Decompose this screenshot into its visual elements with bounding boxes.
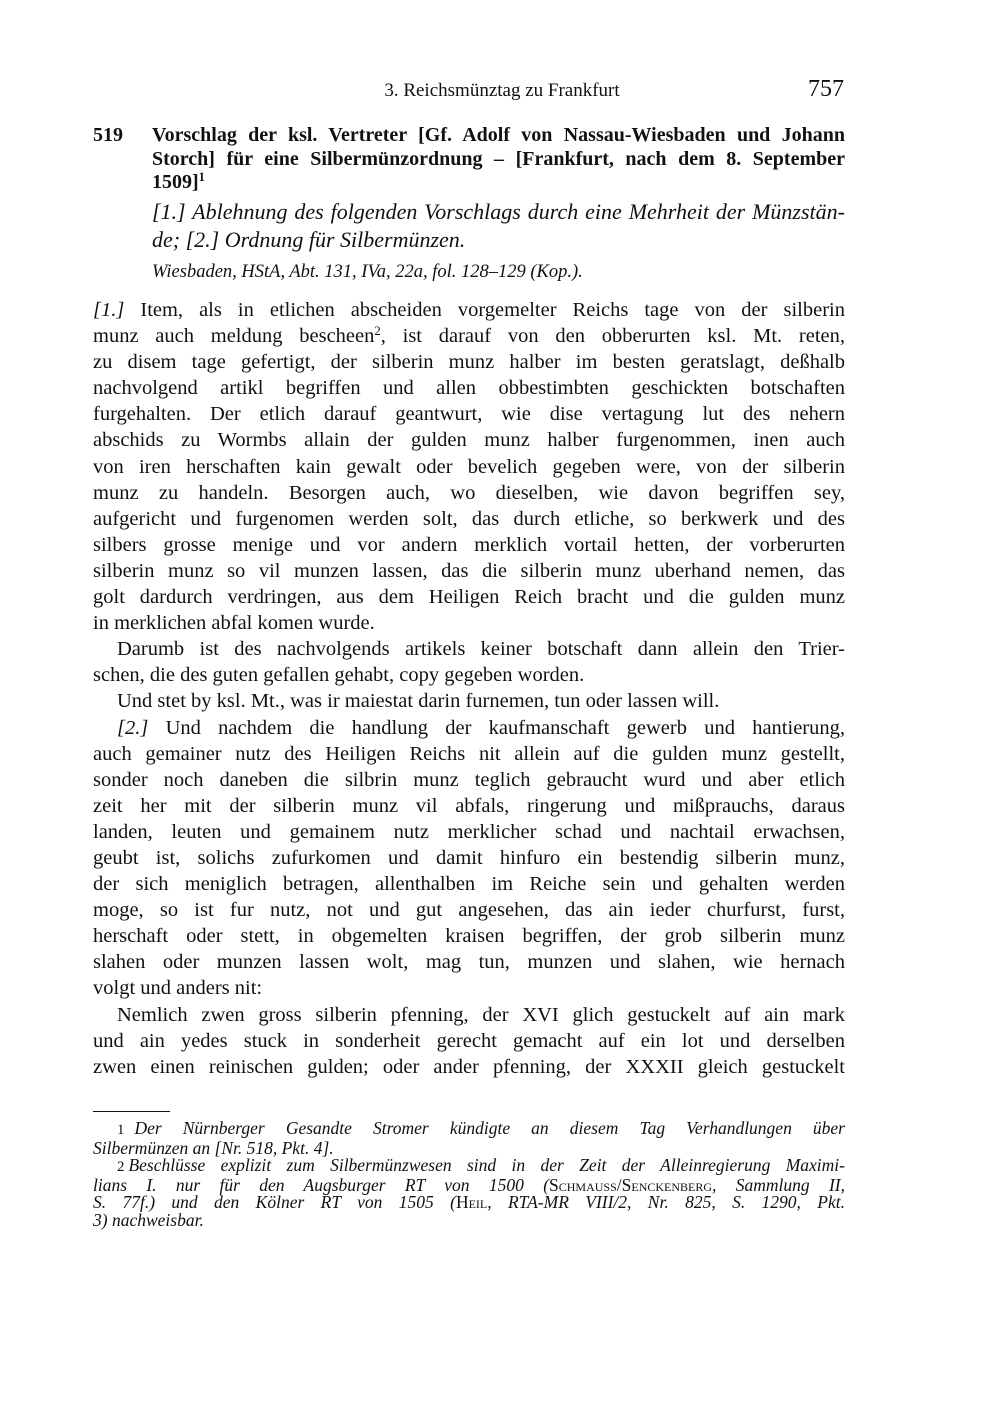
text-run: schen, die des guten gefallen gehabt, copy gegeben worden. [93,664,585,687]
body-line [93,871,845,897]
body-line [93,897,845,923]
body-line [93,1054,845,1080]
summary-line: [1.] Ablehnung des folgenden Vorschlags durch eine Mehrheit der Münzstän- [152,199,845,224]
text-run: zu disem tage gefertigt, der silberin munz halber im besten geratslagt, deßhalb [93,351,845,374]
text-run: nachvolgend artikl begriffen und allen obbestimbten geschickten botschaften [93,377,845,400]
body-text [93,297,845,1080]
body-line [93,297,845,323]
text-run: , ist darauf von den obberurten ksl. Mt. reten, [380,325,846,348]
body-line [93,375,845,401]
text-run: und ain yedes stuck in sonderheit gerecht gemacht auf ein lot und derselben [93,1029,845,1052]
body-line [93,1002,845,1028]
text-run: der sich meniglich betragen, allenthalben im Reiche sein und gehalten werden [93,873,845,896]
text-run: munz zu handeln. Besorgen auch, wo dieselben, wie davon begriffen sey, [93,481,845,504]
text-run: [2.] [117,716,149,739]
body-line [93,480,845,506]
body-line [93,715,845,741]
body-line [93,793,845,819]
text-run: Nemlich zwen gross silberin pfenning, der XVI glich gestuckelt auf ain mark [117,1003,845,1026]
footnote-number: 1 [117,1122,125,1138]
text-run: , Sammlung II, [712,1174,845,1195]
body-line [93,532,845,558]
text-run: Heil [455,1192,488,1213]
document-number: 519 [93,124,123,146]
text-run: munz auch meldung bescheen [93,325,375,348]
summary-line: de; [2.] Ordnung für Silbermünzen. [152,227,466,252]
body-line [93,741,845,767]
footnote-line [93,1194,845,1212]
text-run: Schmauss/Senckenberg [549,1174,713,1195]
title-line-text: 1509] [152,171,199,193]
body-line [93,975,845,1001]
body-line [93,819,845,845]
text-run: abschids zu Wormbs allain der gulden munz halber furgenommen, inen auch [93,429,845,452]
body-line [93,636,845,662]
text-run: auch gemainer nutz des Heiligen Reichs nit allein auf die gulden munz gestellt, [93,742,845,765]
footnote-rule [93,1111,170,1112]
text-run: Darumb ist des nachvolgends artikels keiner botschaft dann allein den Trier- [117,638,845,661]
text-run: silberin munz so vil munzen lassen, das die silberin munz uberhand nemen, das [93,559,845,582]
text-run: Silbermünzen an [Nr. 518, Pkt. 4]. [93,1137,334,1158]
text-run: geubt ist, solichs zufurkomen und damit hinfuro ein bestendig silberin munz, [93,846,845,869]
footnote-ref: 1 [198,170,205,185]
body-line [93,1028,845,1054]
body-line [93,662,845,688]
body-line [93,949,845,975]
text-run: lians I. nur für den Augsburger RT von 1500 ( [93,1174,550,1195]
text-run: Item, als in etlichen abscheiden vorgemelter Reichs tage von der silberin [124,299,845,321]
text-run: zeit her mit der silberin munz vil abfals, ringerung und mißprauchs, daraus [93,794,845,817]
body-line [93,845,845,871]
body-line [93,349,845,375]
page-number: 757 [808,76,844,102]
footnote-ref: 2 [374,324,381,339]
body-line [93,454,845,480]
text-run: Beschlüsse explizit zum Silbermünzwesen sind in der Zeit der Alleinregierung Maximi- [128,1155,845,1176]
text-run: aufgericht und furgenomen werden solt, das durch etliche, so berkwerk und des [93,507,845,530]
body-line [93,401,845,427]
body-line [93,427,845,453]
text-run: silbers grosse menige und vor andern merklich vortail hetten, der vorberurten [93,533,845,556]
title-line: Vorschlag der ksl. Vertreter [Gf. Adolf von Nassau-Wiesbaden und Johann [152,124,845,146]
text-run: in merklichen abfal komen wurde. [93,612,375,635]
text-run: slahen oder munzen lassen wolt, mag tun, munzen und slahen, wie hernach [93,951,845,974]
text-run: Und nachdem die handlung der kaufmanschaft gewerb und hantierung, [148,716,845,739]
title-line: Storch] für eine Silbermünzordnung – [Frankfurt, nach dem 8. September [152,147,845,170]
body-line [93,688,845,714]
text-run: Der Nürnberger Gesandte Stromer kündigte an diesem Tag Verhandlungen über [134,1118,845,1138]
text-run: [1.] [93,299,125,321]
body-line [93,584,845,610]
document-summary [152,198,845,254]
text-run: S. 77f.) und den Kölner RT von 1505 ( [93,1192,456,1213]
body-line [93,767,845,793]
footnote-number: 2 [117,1159,125,1176]
running-head: 3. Reichsmünztag zu Frankfurt [384,80,620,101]
text-run: volgt und anders nit: [93,977,263,1000]
text-run: 3) nachweisbar. [93,1209,204,1230]
body-line [93,506,845,532]
text-run: , RTA-MR VIII/2, Nr. 825, S. 1290, Pkt. [487,1192,845,1213]
body-line [93,323,845,349]
text-run: Und stet by ksl. Mt., was ir maiestat darin furnemen, tun oder lassen will. [117,690,720,713]
text-run: sonder noch daneben die silbrin munz teglich gebraucht wurd und aber etlich [93,768,845,791]
document-title [152,124,845,195]
body-line [93,923,845,949]
text-run: landen, leuten und gemainem nutz merklicher schad und nachtail erwachsen, [93,820,845,843]
text-run: moge, so ist fur nutz, not und gut angesehen, das ain ieder churfurst, furst, [93,899,845,922]
body-line [93,558,845,584]
text-run: furgehalten. Der etlich darauf geantwurt, wie dise vertagung lut des nehern [93,403,845,426]
text-run: herschaft oder stett, in obgemelten kraisen begriffen, der grob silberin munz [93,925,845,948]
title-line [152,171,845,195]
footnote-line [93,1209,845,1230]
text-run: golt dardurch verdringen, aus dem Heiligen Reich bracht und die gulden munz [93,586,845,609]
footnotes [93,1120,845,1230]
text-run: von iren herschaften kain gewalt oder bevelich gegeben were, von der silberin [93,455,845,478]
text-run: zwen einen reinischen gulden; oder ander pfenning, der XXXII gleich gestuckelt [93,1055,845,1078]
source-citation: Wiesbaden, HStA, Abt. 131, IVa, 22a, fol. 128–129 (Kop.). [152,262,583,282]
body-line [93,610,845,636]
